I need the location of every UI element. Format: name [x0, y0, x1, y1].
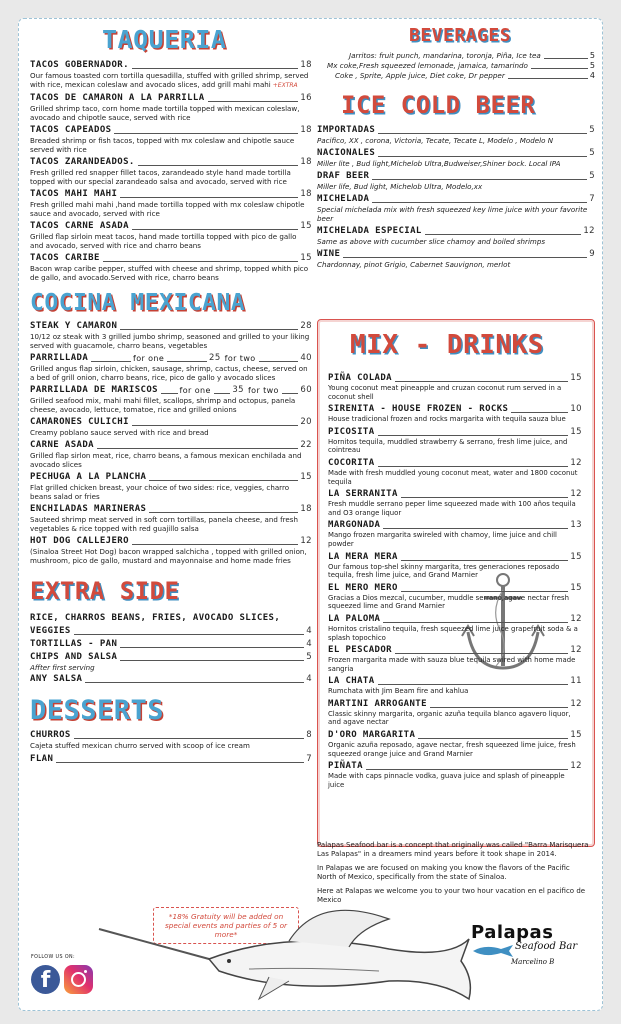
price: 12: [570, 645, 582, 656]
item-row: [317, 171, 595, 182]
dessert-item: [30, 754, 312, 765]
price: 18: [300, 157, 312, 167]
desserts-title: DESSERTS: [30, 695, 165, 726]
item-description: Frozen margarita made with sauza blue tequila swired with home made sangria: [328, 656, 576, 673]
item-description: Grilled angus flap sirloin, chicken, sausage, shrimp, cactus, cheese, served on a bed of grill onion, charro beans, rice, pico de gallo y avocado slices: [30, 364, 308, 382]
price: 12: [570, 489, 582, 500]
desserts-list: [30, 730, 312, 765]
leader-line: [132, 68, 298, 69]
item-description: Fresh grilled mahi mahi ,hand made tortilla topped with mx coleslaw chipotle sauce and avocado, served with rice: [30, 200, 305, 218]
item-description: Miller life, Bud light, Michelob Ultra, Modelo,xx: [317, 182, 483, 191]
item-row: [328, 458, 582, 469]
leader-line: [378, 466, 569, 467]
item-name: TACOS CAPEADOS: [30, 125, 112, 135]
price: 12: [570, 761, 582, 772]
item-description: Gracias a Dios mezcal, cucumber, muddle serrano,agave nectar fresh squeezed lime and Grand Marnier: [328, 593, 569, 611]
beer-item: [317, 148, 595, 168]
about-paragraph: Palapas Seafood bar is a concept that originally was called "Barra Marisquera Las Palapas" in a dreamers mind years before it took shape in 2014.: [317, 841, 589, 858]
leader-line: [120, 647, 304, 648]
price: 15: [570, 426, 582, 437]
price: 20: [300, 417, 312, 427]
menu-item: [30, 189, 312, 218]
item-row: [30, 504, 312, 515]
beverage-row: [327, 61, 595, 71]
beverage-text: Jarritos: fruit punch, mandarina, toronja, Piña, Ice tea: [349, 51, 541, 60]
leader-line: [74, 634, 304, 635]
leader-line: [259, 361, 299, 362]
item-name: D'ORO MARGARITA: [328, 730, 416, 741]
item-description: Our famous toasted corn tortilla quesadilla, stuffed with grilled shrimp, served with rice, mexican coleslaw and avocado slices, add grill mahi mahi +EXTRA: [30, 71, 309, 89]
menu-item: [30, 504, 312, 533]
beer-list: [317, 125, 595, 269]
left-column: [30, 27, 312, 765]
price: 15: [570, 551, 582, 562]
item-description: Sauteed shrimp meat served in soft corn tortillas, panela cheese, and fresh vegetables & rice topped with red guajillo salsa: [30, 515, 298, 533]
price: 15: [300, 253, 312, 263]
item-name: RICE, CHARROS BEANS, FRIES, AVOCADO SLICES,: [30, 613, 281, 623]
price-one: 25: [209, 353, 221, 363]
leader-line: [544, 58, 588, 59]
item-name: COCORITA: [328, 457, 375, 468]
item-name: WINE: [317, 249, 341, 259]
logo-subtitle: Seafood Bar: [515, 941, 578, 952]
item-name: TACOS CARNE ASADA: [30, 221, 129, 231]
leader-line: [395, 381, 568, 382]
item-description: Fresh muddle serrano peper lime squeezed made with 100 años tequila and O3 orange liquor: [328, 500, 576, 517]
menu-item: [30, 157, 312, 186]
item-description: Classic skinny margarita, organic azuña tequila blanco agavero liquor, and agave nectar: [328, 709, 571, 727]
item-row: [30, 730, 312, 741]
item-name: IMPORTADAS: [317, 125, 376, 135]
item-name: TORTILLAS - PAN: [30, 639, 118, 649]
leader-line: [103, 261, 299, 262]
price: 12: [570, 457, 582, 468]
leader-line: [395, 653, 568, 654]
item-name: LA CHATA: [328, 676, 375, 687]
item-row: [328, 676, 582, 687]
side-item: [30, 626, 312, 637]
leader-line: [167, 361, 207, 362]
item-row: [328, 520, 582, 531]
leader-line: [366, 769, 568, 770]
portion-label: for one: [132, 354, 165, 363]
mix-drinks-list: [328, 370, 582, 789]
extra-side-title: EXTRA SIDE: [30, 577, 180, 605]
beverage-row: [327, 51, 595, 61]
leader-line: [214, 393, 231, 394]
price: 11: [570, 676, 582, 687]
follow-us-label: FOLLOW US ON:: [31, 955, 76, 960]
leader-line: [378, 133, 587, 134]
item-name: LA PALOMA: [328, 613, 381, 624]
price: 4: [306, 674, 312, 684]
price: 12: [300, 536, 312, 546]
leader-line: [343, 257, 587, 258]
item-row: [30, 417, 312, 428]
menu-item: [30, 353, 312, 382]
logo-brand: Palapas: [471, 922, 554, 943]
item-name: HOT DOG CALLEJERO: [30, 536, 129, 546]
item-name: MARGONADA: [328, 520, 381, 531]
price: 60: [300, 385, 313, 395]
item-name: CARNE ASADA: [30, 440, 95, 450]
leader-line: [149, 512, 298, 513]
item-description: Grilled shrimp taco, corn home made tortilla topped with mexican coleslaw, avocado and chipotle sauce, served with rice: [30, 104, 300, 122]
item-name: TACOS DE CAMARON A LA PARRILLA: [30, 93, 205, 103]
item-row: [30, 93, 312, 104]
item-name: STEAK Y CAMARON: [30, 321, 118, 331]
item-name: CAMARONES CULICHI: [30, 417, 129, 427]
item-description: Bacon wrap caribe pepper, stuffed with cheese and shrimp, topped whith pico de gallo, and avocado.Served with rice, charro beans: [30, 264, 309, 282]
item-row: [328, 699, 582, 710]
menu-item: [30, 472, 312, 501]
price: 15: [570, 582, 582, 593]
item-row: [328, 583, 582, 594]
item-description: Pacifico, XX , corona, Victoria, Tecate, Tecate L, Modelo , Modelo N: [317, 136, 554, 145]
item-row: [328, 552, 582, 563]
drink-item: [328, 676, 582, 696]
beverages-title: BEVERAGES: [409, 25, 512, 46]
price: 5: [589, 148, 595, 158]
leader-line: [132, 425, 298, 426]
leader-line: [120, 197, 298, 198]
item-row: [30, 754, 312, 765]
price: 13: [570, 520, 582, 531]
item-description: 10/12 oz steak with 3 grilled jumbo shrimp, seasoned and grilled to your liking served with guacamole, charro beans, vegetables: [30, 332, 310, 350]
leader-line: [418, 738, 568, 739]
item-name: CHURROS: [30, 730, 71, 740]
item-description: Young coconut meat pineapple and cruzan coconut rum served in a coconut shell: [328, 384, 562, 401]
price: 22: [300, 440, 312, 450]
facebook-icon[interactable]: f: [31, 965, 60, 994]
item-row: [30, 626, 312, 637]
price: 18: [300, 504, 312, 514]
signature: Marcelino B: [511, 958, 555, 966]
menu-item: [30, 417, 312, 437]
beer-item: [317, 194, 595, 223]
drink-item: [328, 458, 582, 486]
price: 15: [570, 373, 582, 383]
item-row: [30, 321, 312, 332]
leader-line: [74, 738, 304, 739]
item-name: PARRILLADA DE MARISCOS: [30, 385, 159, 395]
leader-line: [401, 591, 569, 592]
item-row: [317, 226, 595, 237]
item-row: [328, 373, 582, 384]
item-description: Cajeta stuffed mexican churro served with scoop of ice cream: [30, 741, 250, 750]
item-name: LA SERRANITA: [328, 489, 398, 500]
item-name: LA MERA MERA: [328, 551, 398, 562]
about-paragraph: In Palapas we are focused on making you know the flavors of the Pacific North of Mexico, specifically from the state of Sinaloa.: [317, 864, 570, 881]
price: 10: [570, 404, 582, 415]
drink-item: [328, 427, 582, 455]
extra-note: +EXTRA: [272, 82, 298, 89]
item-row: [30, 157, 312, 168]
price: 15: [570, 730, 582, 741]
menu-page: [18, 18, 603, 1011]
side-item: [30, 639, 312, 650]
item-description: Hornitos tequila, muddled strawberry & serrano, fresh lime juice, and cointreau: [328, 437, 568, 455]
item-name: EL PESCADOR: [328, 645, 393, 656]
portion-label: for one: [179, 386, 211, 395]
taqueria-list: [30, 60, 312, 282]
leader-line: [132, 544, 298, 545]
price: 8: [306, 730, 312, 740]
item-name: MICHELADA ESPECIAL: [317, 226, 422, 236]
item-description: Grilled flap sirlon meat, rice, charro beans, a famous mexican enchilada and avocado slices: [30, 451, 302, 469]
item-name: EL MERO MERO: [328, 582, 398, 593]
price: 12: [583, 226, 595, 236]
item-row: [30, 60, 312, 71]
item-row: [30, 536, 312, 547]
beverages-list: [317, 51, 595, 81]
item-row: [30, 253, 312, 264]
item-name: MICHELADA: [317, 194, 370, 204]
item-description: Grilled seafood mix, mahi mahi fillet, scallops, shrimp and octopus, panela cheese, avocado, lettuce, tomatoe, rice and grilled onions: [30, 396, 296, 414]
leader-line: [430, 707, 568, 708]
price: 28: [300, 321, 312, 331]
leader-line: [91, 361, 131, 362]
leader-line: [114, 133, 298, 134]
item-name: PECHUGA A LA PLANCHA: [30, 472, 147, 482]
leader-line: [282, 393, 299, 394]
portion-label: for two: [247, 386, 279, 395]
item-name: TACOS MAHI MAHI: [30, 189, 118, 199]
drink-item: [328, 520, 582, 548]
fish-logo-icon: [471, 944, 515, 958]
item-row: [30, 189, 312, 200]
mix-drinks-title: MIX - DRINKS: [350, 330, 544, 360]
menu-item: [30, 536, 312, 565]
item-row: [317, 249, 595, 260]
item-row: [30, 472, 312, 483]
price: 40: [300, 353, 312, 363]
item-description: Breaded shrimp or fish tacos, topped with mx coleslaw and chipotle sauce served with rice: [30, 136, 295, 154]
price: 15: [300, 221, 312, 231]
item-row: [30, 125, 312, 136]
item-name: PICOSITA: [328, 426, 375, 437]
item-row: [30, 674, 312, 685]
price: 18: [300, 189, 312, 199]
drink-item: [328, 761, 582, 789]
item-description: Rumchata with Jim Beam fire and kahlua: [328, 687, 469, 696]
menu-item: [30, 125, 312, 154]
leader-line: [120, 660, 304, 661]
item-description: Fresh grilled red snapper fillet tacos, zarandeado style hand made tortilla topped with our special zarandeado salsa and avocado, served with rice: [30, 168, 291, 186]
drink-item: [328, 699, 582, 727]
menu-item: [30, 440, 312, 469]
item-row: [30, 353, 312, 364]
marlin-illustration: [89, 899, 489, 1009]
gratuity-note: *18% Gratuity will be added on special events and parties of 5 or more*: [153, 907, 299, 944]
item-description: Made with caps pinnacle vodka, guava juice and splash of pineapple juice: [328, 772, 565, 789]
instagram-icon[interactable]: [64, 965, 93, 994]
beer-item: [317, 226, 595, 246]
leader-line: [401, 560, 569, 561]
menu-item: [30, 321, 312, 350]
beverage-text: Coke , Sprite, Apple juice, Diet coke, Dr pepper: [335, 71, 505, 80]
item-row: [328, 645, 582, 656]
price-one: 35: [232, 385, 244, 395]
leader-line: [138, 165, 299, 166]
drink-item: [328, 489, 582, 517]
item-row: [328, 427, 582, 438]
leader-line: [372, 179, 587, 180]
side-item: [30, 613, 312, 624]
item-name: PARRILLADA: [30, 353, 89, 363]
dessert-item: [30, 730, 312, 750]
item-row: [328, 614, 582, 625]
drink-item: [328, 404, 582, 424]
item-description: Chardonnay, pinot Grigio, Cabernet Sauvignon, merlot: [317, 260, 511, 269]
item-name: TACOS GOBERNADOR.: [30, 60, 129, 70]
menu-item: [30, 221, 312, 250]
leader-line: [132, 229, 298, 230]
drink-item: [328, 583, 582, 611]
leader-line: [531, 68, 588, 69]
price: 15: [300, 472, 312, 482]
menu-item: [30, 60, 312, 90]
beer-item: [317, 249, 595, 269]
item-description: Hornitos cristalino tequila, fresh squeezed lime juice grapefruit soda & a splash topochico: [328, 624, 578, 642]
price: 4: [306, 639, 312, 649]
item-description: House tradicional frozen and rocks margarita with tequila sauza blue: [328, 415, 566, 424]
drink-item: [328, 614, 582, 642]
item-description: Miller lite , Bud light,Michelob Ultra,Budweiser,Shiner bock. Local IPA: [317, 159, 561, 168]
price: 7: [589, 194, 595, 204]
price: 16: [300, 93, 312, 103]
leader-line: [383, 622, 568, 623]
item-row: [30, 221, 312, 232]
leader-line: [378, 684, 569, 685]
leader-line: [120, 329, 298, 330]
item-description: Mango frozen margarita swireled with chamoy, lime juice and chill powder: [328, 531, 557, 548]
item-description: Affter first serving: [30, 663, 95, 672]
item-description: Our famous top-shel skinny margarita, tres generaciones reposado tequila, fresh lime juice, and Grand Marnier: [328, 562, 560, 580]
price: 18: [300, 125, 312, 135]
item-name: TACOS ZARANDEADOS.: [30, 157, 135, 167]
beer-title: ICE COLD BEER: [341, 91, 536, 119]
price: 9: [589, 249, 595, 259]
item-name: MARTINI ARROGANTE: [328, 698, 427, 709]
item-row: [328, 404, 582, 415]
item-name: FLAN: [30, 754, 54, 764]
side-item: [30, 674, 312, 685]
item-name: TACOS CARIBE: [30, 253, 100, 263]
item-row: [317, 194, 595, 205]
item-name: PIÑATA: [328, 761, 363, 772]
leader-line: [97, 448, 298, 449]
item-row: [30, 652, 312, 663]
leader-line: [161, 393, 178, 394]
price: 12: [570, 698, 582, 709]
price: 5: [589, 171, 595, 181]
price: 4: [589, 71, 595, 80]
item-row: [317, 148, 595, 159]
item-row: [30, 440, 312, 451]
leader-line: [56, 762, 304, 763]
item-name: NACIONALES: [317, 148, 376, 158]
drink-item: [328, 552, 582, 580]
price: 12: [570, 613, 582, 624]
price: 5: [589, 51, 595, 60]
leader-line: [378, 435, 569, 436]
item-name: ENCHILADAS MARINERAS: [30, 504, 147, 514]
right-column: [317, 27, 595, 269]
leader-line: [508, 78, 588, 79]
price: 7: [306, 754, 312, 764]
item-name: CHIPS AND SALSA: [30, 652, 118, 662]
item-row: [328, 761, 582, 772]
item-description: Creamy poblano sauce served with rice and bread: [30, 428, 209, 437]
item-name: SIRENITA - HOUSE FROZEN - ROCKS: [328, 404, 509, 415]
portion-label: for two: [224, 354, 256, 363]
item-name: ANY SALSA: [30, 674, 83, 684]
menu-item: [30, 385, 312, 414]
item-name: PIÑA COLADA: [328, 373, 393, 383]
beverage-row: [327, 71, 595, 81]
price: 5: [306, 652, 312, 662]
item-row: [30, 613, 312, 624]
item-description: Organic azuña reposado, agave nectar, fresh squeezed lime juice, fresh squeezed orange juice and Grand Marnier: [328, 741, 576, 758]
item-row: [317, 125, 595, 136]
extra-side-list: [30, 613, 312, 685]
item-description: Flat grilled chicken breast, your choice of two sides: rice, veggies, charro beans salad or fries: [30, 483, 290, 501]
leader-line: [372, 202, 587, 203]
item-description: Grilled flap sirloin meat tacos, hand made tortilla topped with pico de gallo and avocado, served with rice and charro beans: [30, 232, 297, 250]
mix-drinks-box: [317, 319, 595, 847]
item-row: [30, 385, 312, 396]
cocina-list: [30, 321, 312, 565]
price: 5: [589, 125, 595, 135]
menu-item: [30, 93, 312, 122]
beer-item: [317, 125, 595, 145]
beverage-text: Mx coke,Fresh squeezed lemonade, jamaica, tamarindo: [327, 61, 528, 70]
cocina-title: COCINA MEXICANA: [30, 290, 246, 316]
price: 18: [300, 60, 312, 70]
leader-line: [383, 528, 568, 529]
menu-item: [30, 253, 312, 282]
item-row: [30, 639, 312, 650]
leader-line: [208, 101, 299, 102]
item-name: VEGGIES: [30, 626, 71, 636]
item-description: (Sinaloa Street Hot Dog) bacon wrapped salchicha , topped with grilled onion, mushroom, pico de gallo, mustard and mayonnaise and home made fries: [30, 547, 307, 565]
side-item: [30, 652, 312, 672]
item-row: [328, 489, 582, 500]
item-description: Special michelada mix with fresh squeezed key lime juice with your favorite beer: [317, 205, 588, 223]
item-row: [328, 730, 582, 741]
price: 5: [589, 61, 595, 70]
leader-line: [401, 497, 569, 498]
leader-line: [149, 480, 298, 481]
about-paragraph: Here at Palapas we welcome you to your two hour vacation en el pacifico de Mexico: [317, 887, 586, 904]
drink-item: [328, 373, 582, 401]
beer-item: [317, 171, 595, 191]
item-name: DRAF BEER: [317, 171, 370, 181]
palapas-logo: [471, 922, 596, 966]
leader-line: [85, 682, 304, 683]
drink-item: [328, 730, 582, 758]
item-description: Same as above with cucumber slice chamoy and boiled shrimps: [317, 237, 546, 246]
taqueria-title: TAQUERIA: [102, 25, 227, 54]
leader-line: [511, 412, 568, 413]
leader-line: [378, 156, 587, 157]
price: 4: [306, 626, 312, 636]
leader-line: [425, 234, 582, 235]
item-description: Made with fresh muddled young coconut meat, water and 1800 coconut tequila: [328, 468, 578, 486]
drink-item: [328, 645, 582, 673]
